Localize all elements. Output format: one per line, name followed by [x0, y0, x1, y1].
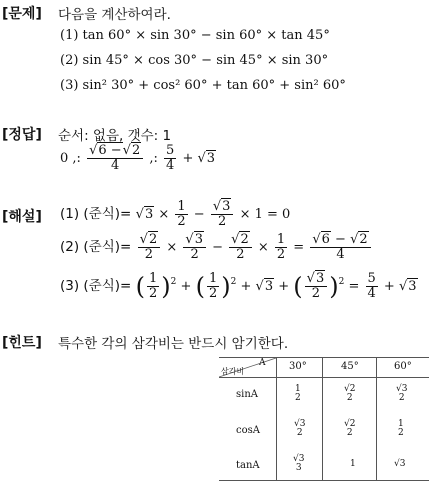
header-45: 45°: [341, 361, 359, 372]
sin60: √3 2: [396, 384, 408, 403]
answer-header: 순서: 없음, 갯수: 1: [58, 128, 172, 144]
cos45: √2 2: [344, 419, 356, 438]
problem-item-1: (1) tan 60° × sin 30° − sin 60° × tan 45°: [60, 28, 330, 43]
problem-item-2: (2) sin 45° × cos 30° − sin 45° × sin 30°: [60, 53, 329, 68]
answer-line: 0 ,: $\frac{√6 -√2}{4}$ ,: $\frac{5}{4}$ + √3: [60, 143, 216, 173]
row-label-tan: tanA: [236, 460, 260, 471]
solution-tag: [해설]: [2, 209, 42, 225]
tan30: √3 3: [293, 454, 305, 473]
hint-tag: [힌트]: [2, 335, 42, 351]
answer-tail: +: [182, 151, 198, 166]
answer-fraction-2: $\frac{5}{4}$: [166, 143, 175, 173]
header-60: 60°: [394, 361, 412, 372]
problem-item-3: (3) sin² 30° + cos² 60° + tan 60° + sin² 60°: [60, 78, 346, 93]
hint-text: 특수한 각의 삼각비는 반드시 암기한다.: [58, 336, 289, 352]
row-label-cos: cosA: [236, 425, 260, 436]
row-label-sin: sinA: [236, 389, 258, 400]
sin30: 1 2: [295, 384, 301, 403]
problem-prompt: 다음을 계산하여라.: [58, 7, 171, 23]
cos30: √3 2: [294, 419, 306, 438]
solution-line-2: (2) (준식)= $\frac{√2}{2}$ × $\frac{√3}{2}$ − $\frac{√2}{2}$ × $\frac{1}{2}$ = $\frac{√6 - √2}{4}$: [60, 233, 373, 262]
corner-ratio-label: 삼각비: [221, 367, 245, 376]
trig-table: [219, 357, 429, 481]
answer-prefix: 0 ,:: [60, 151, 81, 166]
tan45: 1: [350, 459, 356, 469]
corner-angle-label: A: [259, 358, 266, 368]
answer-tag: [정답]: [2, 127, 42, 143]
header-30: 30°: [289, 361, 307, 372]
tan60: √3: [394, 459, 406, 469]
solution-line-3: (3) (준식)= ( $\frac{1}{2}$ )$^2$ + ( $\frac{1}{2}$ )$^2$ + √3 + ( $\frac{√3}{2}$ )$^2$ = $\frac{5}{4}$ + √3: [60, 271, 417, 301]
answer-fraction-1: $\frac{√6 -√2}{4}$: [87, 144, 143, 173]
sin45: √2 2: [344, 384, 356, 403]
answer-sep: ,:: [149, 151, 158, 166]
problem-tag: [문제]: [2, 6, 42, 22]
solution-line-1: (1) (준식)= √3 × $\frac{1}{2}$ − $\frac{√3}{2}$ × 1 = 0: [60, 199, 291, 229]
cos60: 1 2: [398, 419, 404, 438]
